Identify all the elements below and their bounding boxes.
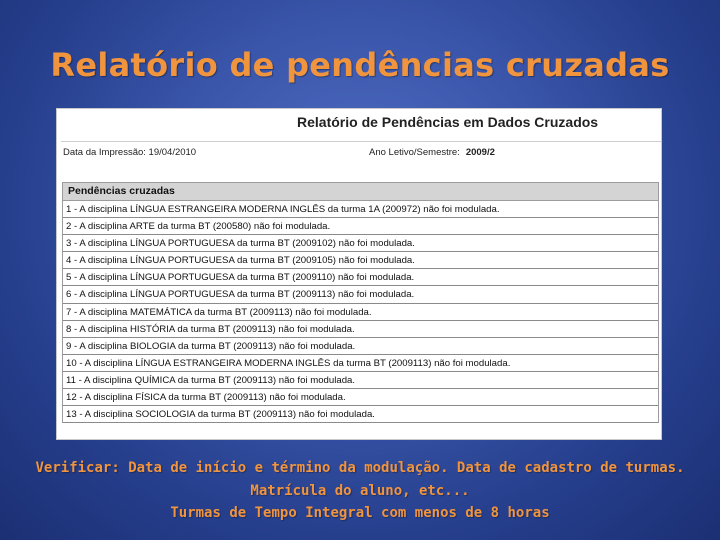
print-date: Data da Impressão: 19/04/2010 (63, 147, 197, 158)
footer-line-3: Turmas de Tempo Integral com menos de 8 horas (170, 505, 550, 521)
table-row: 12 - A disciplina FÍSICA da turma BT (2009113) não foi modulada. (63, 389, 658, 406)
school-year (369, 147, 495, 158)
pending-table (62, 182, 659, 423)
table-row: 9 - A disciplina BIOLOGIA da turma BT (2009113) não foi modulada. (63, 338, 658, 355)
table-row: 11 - A disciplina QUÍMICA da turma BT (2009113) não foi modulada. (63, 372, 658, 389)
table-row: 4 - A disciplina LÍNGUA PORTUGUESA da turma BT (2009105) não foi modulada. (63, 252, 658, 269)
footer-line-1: Verificar: Data de início e término da modulação. Data de cadastro de turmas. (35, 460, 685, 476)
table-row: 8 - A disciplina HISTÓRIA da turma BT (2009113) não foi modulada. (63, 321, 658, 338)
table-row: 10 - A disciplina LÍNGUA ESTRANGEIRA MODERNA INGLÊS da turma BT (2009113) não foi modulada. (63, 355, 658, 372)
report-title: Relatório de Pendências em Dados Cruzados (297, 114, 599, 130)
pending-table-header: Pendências cruzadas (63, 183, 658, 201)
report-screenshot (56, 108, 662, 440)
table-row: 3 - A disciplina LÍNGUA PORTUGUESA da turma BT (2009102) não foi modulada. (63, 235, 658, 252)
header-divider (61, 141, 661, 142)
table-row: 7 - A disciplina MATEMÁTICA da turma BT (2009113) não foi modulada. (63, 304, 658, 321)
table-row: 6 - A disciplina LÍNGUA PORTUGUESA da turma BT (2009113) não foi modulada. (63, 286, 658, 303)
school-year-value: 2009/2 (465, 147, 495, 158)
school-year-label: Ano Letivo/Semestre: (369, 147, 460, 158)
footer-line-2: Matrícula do aluno, etc... (250, 483, 470, 499)
table-row: 1 - A disciplina LÍNGUA ESTRANGEIRA MODERNA INGLÊS da turma 1A (200972) não foi modulada. (63, 201, 658, 218)
table-row: 13 - A disciplina SOCIOLOGIA da turma BT (2009113) não foi modulada. (63, 406, 658, 423)
table-row: 2 - A disciplina ARTE da turma BT (200580) não foi modulada. (63, 218, 658, 235)
table-row: 5 - A disciplina LÍNGUA PORTUGUESA da turma BT (2009110) não foi modulada. (63, 269, 658, 286)
slide-title: Relatório de pendências cruzadas (50, 46, 670, 84)
